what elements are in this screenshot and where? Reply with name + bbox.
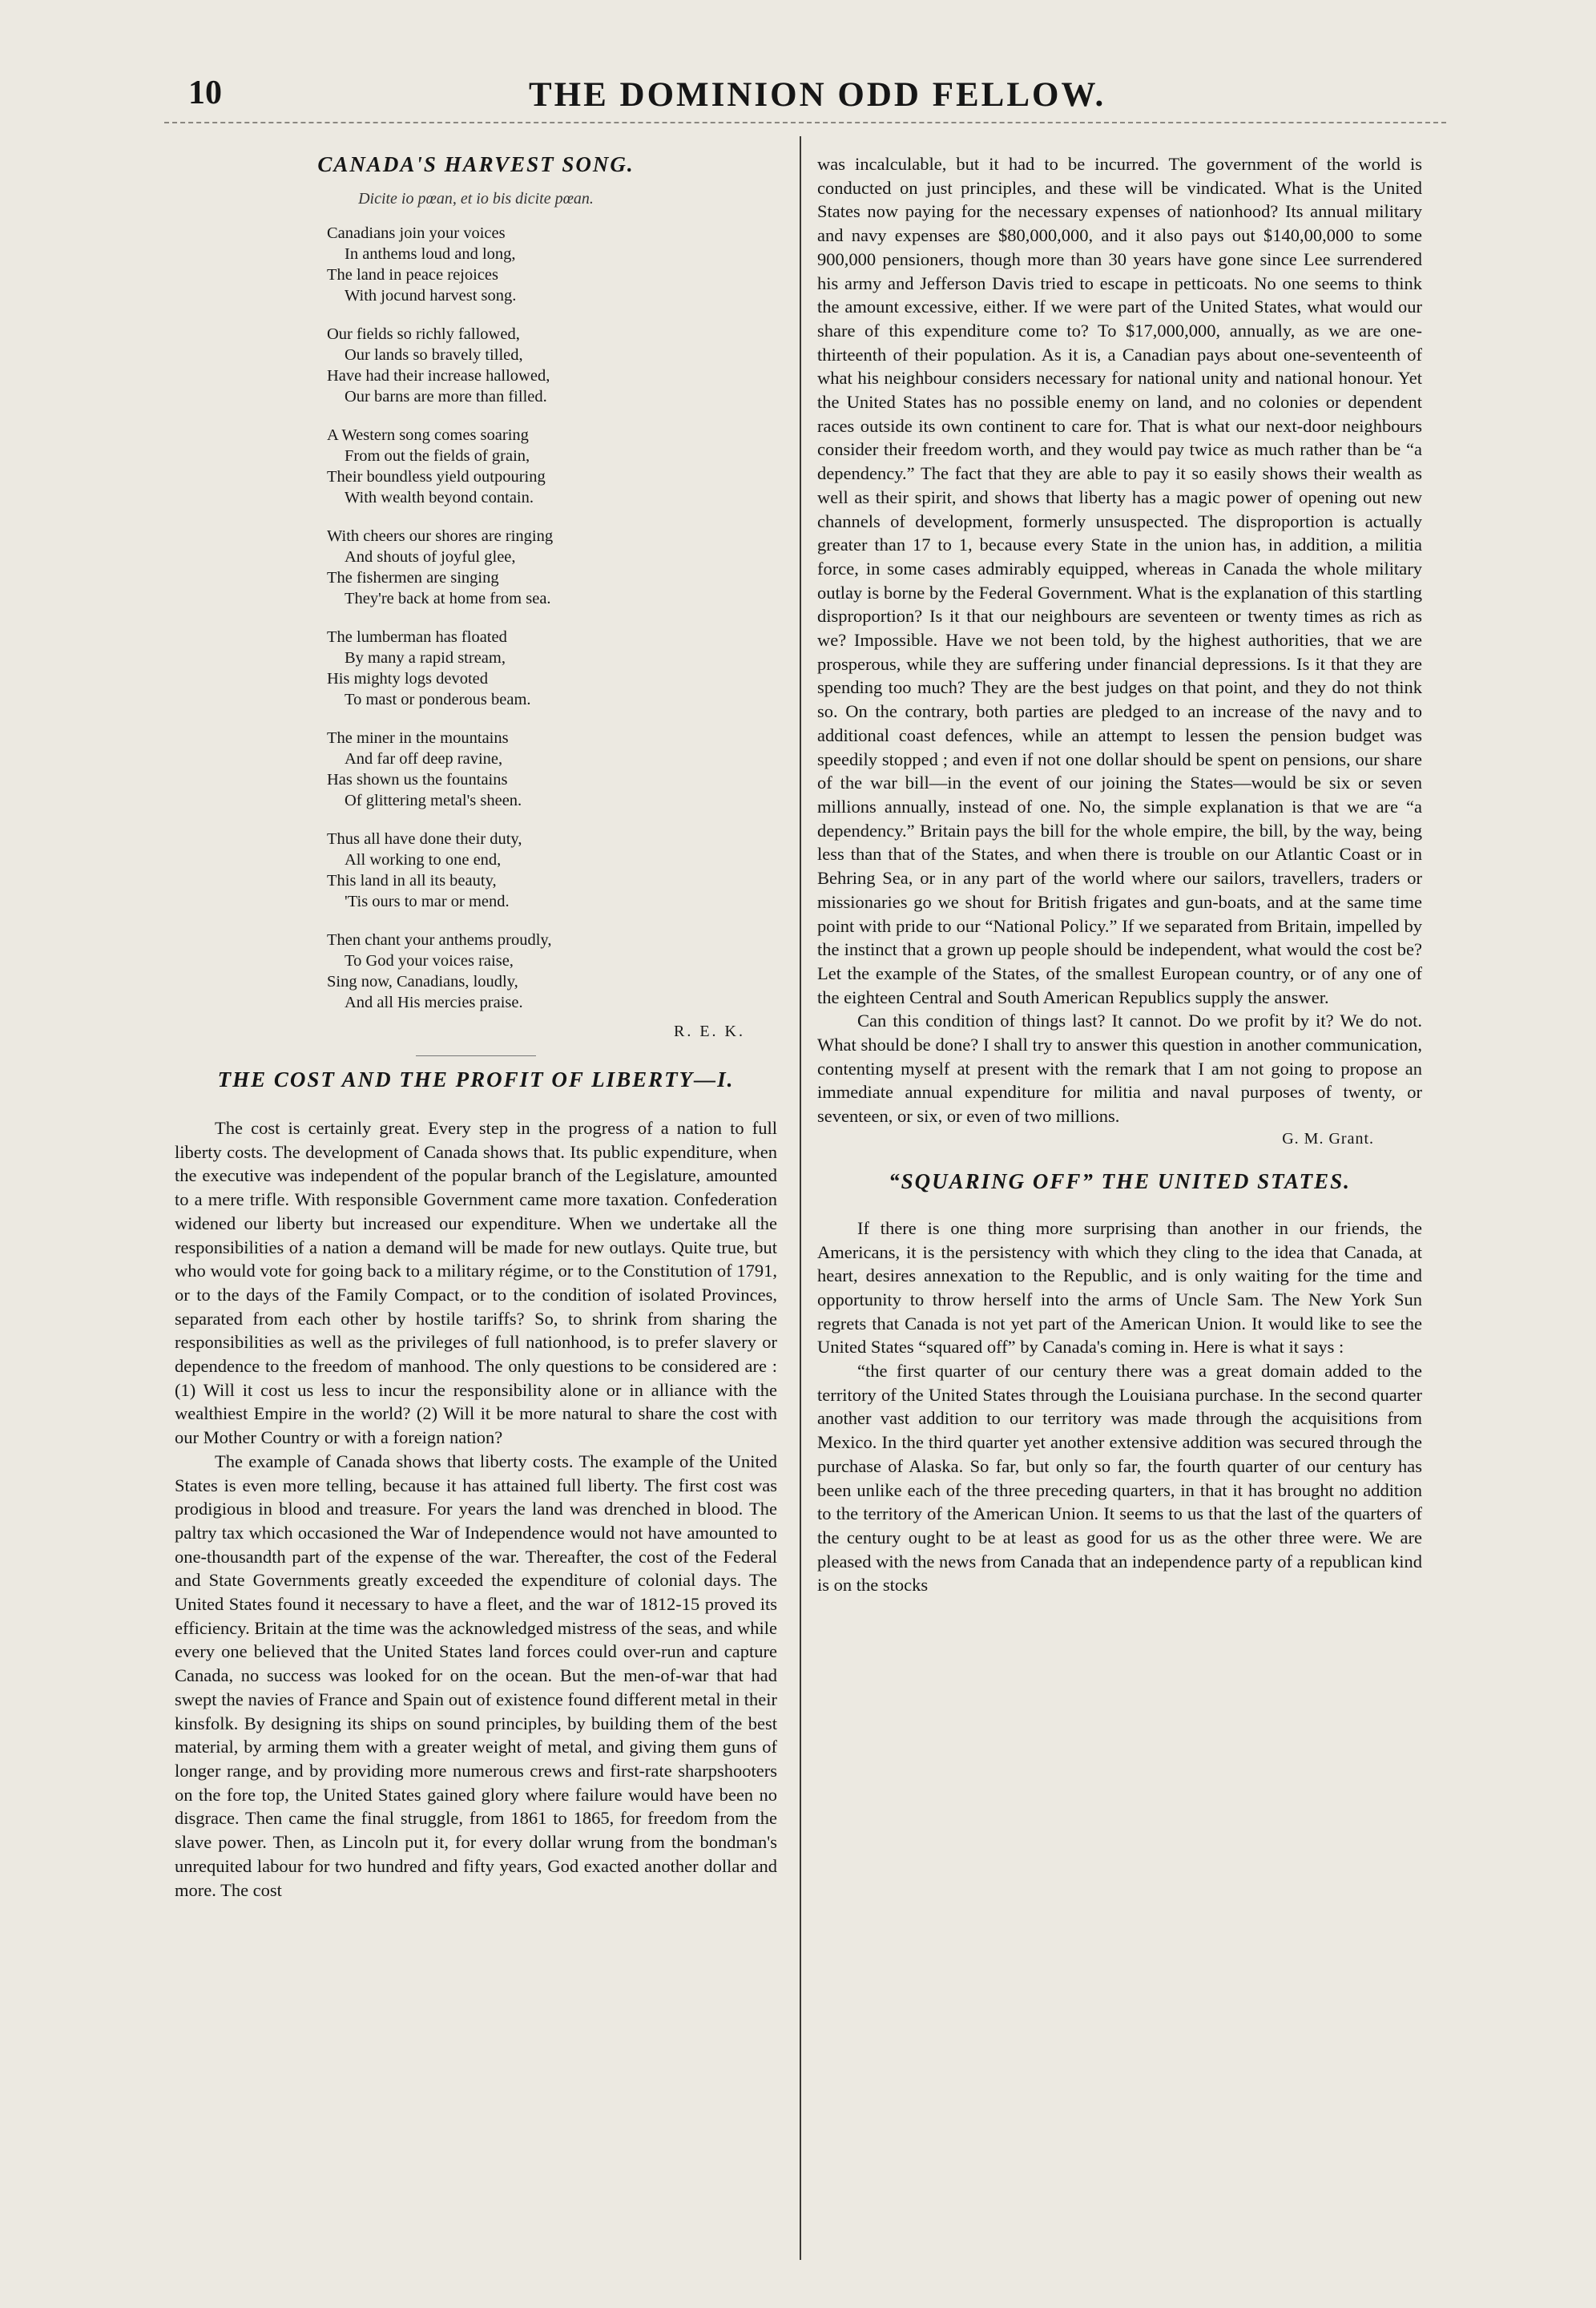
poem-line: The fishermen are singing [327,569,499,587]
poem-motto: Dicite io pœan, et io bis dicite pœan. [358,190,594,208]
poem-line: And shouts of joyful glee, [345,548,516,566]
left-column [175,152,777,1902]
article-paragraph: If there is one thing more surprising than another in our friends, the Americans, it is the persistency with which they cling to the idea that Canada, at heart, desires annexation to the Republic, and is only waiting for the time and opportunity to throw herself into the arms of Uncle Sam. The New York Sun regrets that Canada is not yet part of the American Union. It would like to see the United States “squared off” by Canada's coming in. Here is what it says : [817,1217,1422,1358]
poem-line: The miner in the mountains [327,729,509,747]
poem-stanza [327,425,777,508]
article-signature: G. M. Grant. [1282,1129,1374,1148]
right-column [817,152,1422,1597]
article-paragraph: Can this condition of things last? It cannot. Do we profit by it? We do not. What should be done? I shall try to answer this question in another communication, contenting myself at present with the remark that I am not going to propose an immediate annual expenditure for militia and naval purposes of twenty, or seventeen, or six, or even of two millions. [817,1011,1422,1127]
page-number: 10 [188,75,222,111]
article-title-liberty: THE COST AND THE PROFIT OF LIBERTY—I. [217,1067,735,1091]
poem-line: The land in peace rejoices [327,266,498,284]
page-header [164,74,1446,122]
poem-stanza [327,728,777,811]
article-paragraph: “the first quarter of our century there was a great domain added to the territory of the United States through the Louisiana purchase. In the second quarter another vast addition to our territory was made through the acquisitions from Mexico. In the third quarter yet another extensive addition was secured through the purchase of Alaska. So far, but only so far, the fourth quarter of our century has been unlike each of the three preceding quarters, in that it has brought no addition to the territory of the American Union. It seems to us that the last of the quarters of the century ought to be at least as good for us as the other three were. We are pleased with the news from Canada that an independence party of a republican kind is on the stocks [817,1361,1422,1596]
section-separator [416,1055,536,1056]
poem-stanza [327,930,777,1013]
article-paragraph: was incalculable, but it had to be incurred. The government of the world is conducted on just principles, and these will be vindicated. What is the United States now paying for the necessary expenses of nationhood? Its annual military and navy expenses are $80,000,000, and it also pays out $140,00,000 to some 900,000 pensioners, though more than 30 years have gone since Lee surrendered his army and Jefferson Davis tried to escape in petticoats. No one seems to think the amount excessive, either. If we were part of the United States, what would our share of this expenditure come to? To $17,000,000, annually, as we are one-thirteenth of their population. As it is, a Canadian pays about one-seventeenth of what his neighbour considers necessary for national unity and national honour. Yet the United States has no possible enemy on land, and no colonies or dependent races outside its own continent to care for. That is what our next-door neighbours consider their freedom worth, and they would pay twice as much rather than be “a dependency.” The fact that they are able to pay it so easily shows their wealth as well as their spirit, and shows that liberty has a magic power of opening out new channels of development, formerly unsuspected. The disproportion is actually greater than 17 to 1, because every State in the union has, in addition, a militia force, in some cases admirably equipped, whereas in Canada the whole military outlay is borne by the Federal Government. What is the explanation of this startling disproportion? Is it that our neighbours are seventeen or twenty times as rich as we? Impossible. Have we not been told, by the highest authorities, that we are prosperous, while they are suffering under financial depressions. Is it that they are spending too much? They are the best judges on that point, and they do not think so. On the contrary, both parties are pledged to an increase of the navy and to additional coast defences, while an attempt to lessen the pension budget was speedily stopped ; and even if not one dollar should be spent on pensions, our share of the war bill—in the event of our joining the States—would be six or seven millions annually, instead of one. No, the simple explanation is that we are “a dependency.” Britain pays the bill for the whole empire, the bill, by the way, being less than that of the States, and when there is trouble on our Atlantic Coast or in Behring Sea, or in any part of the world where our sailors, travellers, traders or missionaries go we shout for British frigates and gun-boats, and at the same time point with pride to our “National Policy.” If we separated from Britain, impelled by the instinct that a grown up people should be independent, what would the cost be? Let the example of the States, of the smallest European country, or of any one of the eighteen Central and South American Republics supply the answer. [817,154,1422,1007]
poem-line: Their boundless yield outpouring [327,468,546,486]
poem-stanza [327,829,777,912]
poem-stanza [327,526,777,609]
poem-title: CANADA'S HARVEST SONG. [317,152,635,176]
header-rule [164,122,1446,123]
column-divider [800,136,801,2260]
poem-stanza [327,223,777,306]
poem-line: All working to one end, [345,851,502,869]
poem-line: His mighty logs devoted [327,670,489,688]
poem-line: From out the fields of grain, [345,447,530,465]
poem-signature: R. E. K. [674,1023,745,1040]
poem-line: By many a rapid stream, [345,649,506,667]
poem-line: Our fields so richly fallowed, [327,325,520,343]
article-paragraph: The cost is certainly great. Every step in the progress of a nation to full liberty costs. The development of Canada shows that. Its public expenditure, when the executive was independent of the popular branch of the Legislature, amounted to a mere trifle. With responsible Government came more taxation. Confederation widened our liberty but increased our expenditure. When we undertake all the responsibilities of a nation a demand will be made for new outlays. Quite true, but who would vote for going back to a military régime, or to the Constitution of 1791, or to the days of the Family Compact, or to the condition of isolated Provinces, separated from each other by hostile tariffs? So, to shrink from sharing the responsibilities as well as the privileges of full nationhood, is to prefer slavery or dependence to the freedom of manhood. The only questions to be considered are : (1) Will it cost us less to incur the responsibility alone or in alliance with the wealthiest Empire in the world? (2) Will it be more natural to share the cost with our Mother Country or with a foreign nation? [175,1118,777,1448]
journal-title: THE DOMINION ODD FELLOW. [529,76,1106,114]
poem-line: A Western song comes soaring [327,426,529,444]
poem-line: In anthems loud and long, [345,245,516,263]
poem-line: Thus all have done their duty, [327,830,522,848]
poem-line: Has shown us the fountains [327,771,508,789]
poem-line: To God your voices raise, [345,952,514,970]
poem-line: With wealth beyond contain. [345,489,534,506]
poem-line: Then chant your anthems proudly, [327,931,552,949]
poem-stanza [327,627,777,710]
poem-line: Our barns are more than filled. [345,388,547,406]
poem-line: They're back at home from sea. [345,590,551,607]
poem-stanza [327,324,777,407]
poem-line: Canadians join your voices [327,224,506,242]
poem-line: Our lands so bravely tilled, [345,346,523,364]
poem-line: 'Tis ours to mar or mend. [345,893,510,910]
poem-line: Have had their increase hallowed, [327,367,550,385]
poem-line: The lumberman has floated [327,628,507,646]
article-paragraph: The example of Canada shows that liberty costs. The example of the United States is even more telling, because it has attained full liberty. The first cost was prodigious in blood and treasure. For years the land was drenched in blood. The paltry tax which occasioned the War of Independence would not have amounted to one-thousandth part of the expense of the war. Thereafter, the cost of the Federal and State Governments greatly exceeded the expenditure of colonial days. The United States found it necessary to have a fleet, and the war of 1812-15 proved its efficiency. Britain at the time was the acknowledged mistress of the seas, and while every one believed that the United States land forces could over-run and capture Canada, no success was looked for on the ocean. But the men-of-war that had swept the navies of France and Spain out of existence found different metal in their kinsfolk. By designing its ships on sound principles, by building them of the best material, by arming them with a greater weight of metal, and giving them guns of longer range, and by providing more numerous crews and first-rate sharpshooters on the fore top, the United States gained glory where failure would have been no disgrace. Then came the final struggle, from 1861 to 1865, for freedom from the slave power. Then, as Lincoln put it, for every dollar wrung from the bondman's unrequited labour for two hundred and fifty years, God exacted another dollar and more. The cost [175,1451,777,1900]
poem-body [327,223,777,1013]
poem-line: To mast or ponderous beam. [345,691,531,708]
article-title-squaring-off: “SQUARING OFF” THE UNITED STATES. [889,1168,1351,1193]
poem-line: Sing now, Canadians, loudly, [327,973,518,991]
poem-line: With jocund harvest song. [345,287,517,305]
poem-line: Of glittering metal's sheen. [345,792,522,809]
poem-line: With cheers our shores are ringing [327,527,554,545]
poem-line: And all His mercies praise. [345,994,523,1011]
poem-line: This land in all its beauty, [327,872,497,890]
poem-line: And far off deep ravine, [345,750,503,768]
